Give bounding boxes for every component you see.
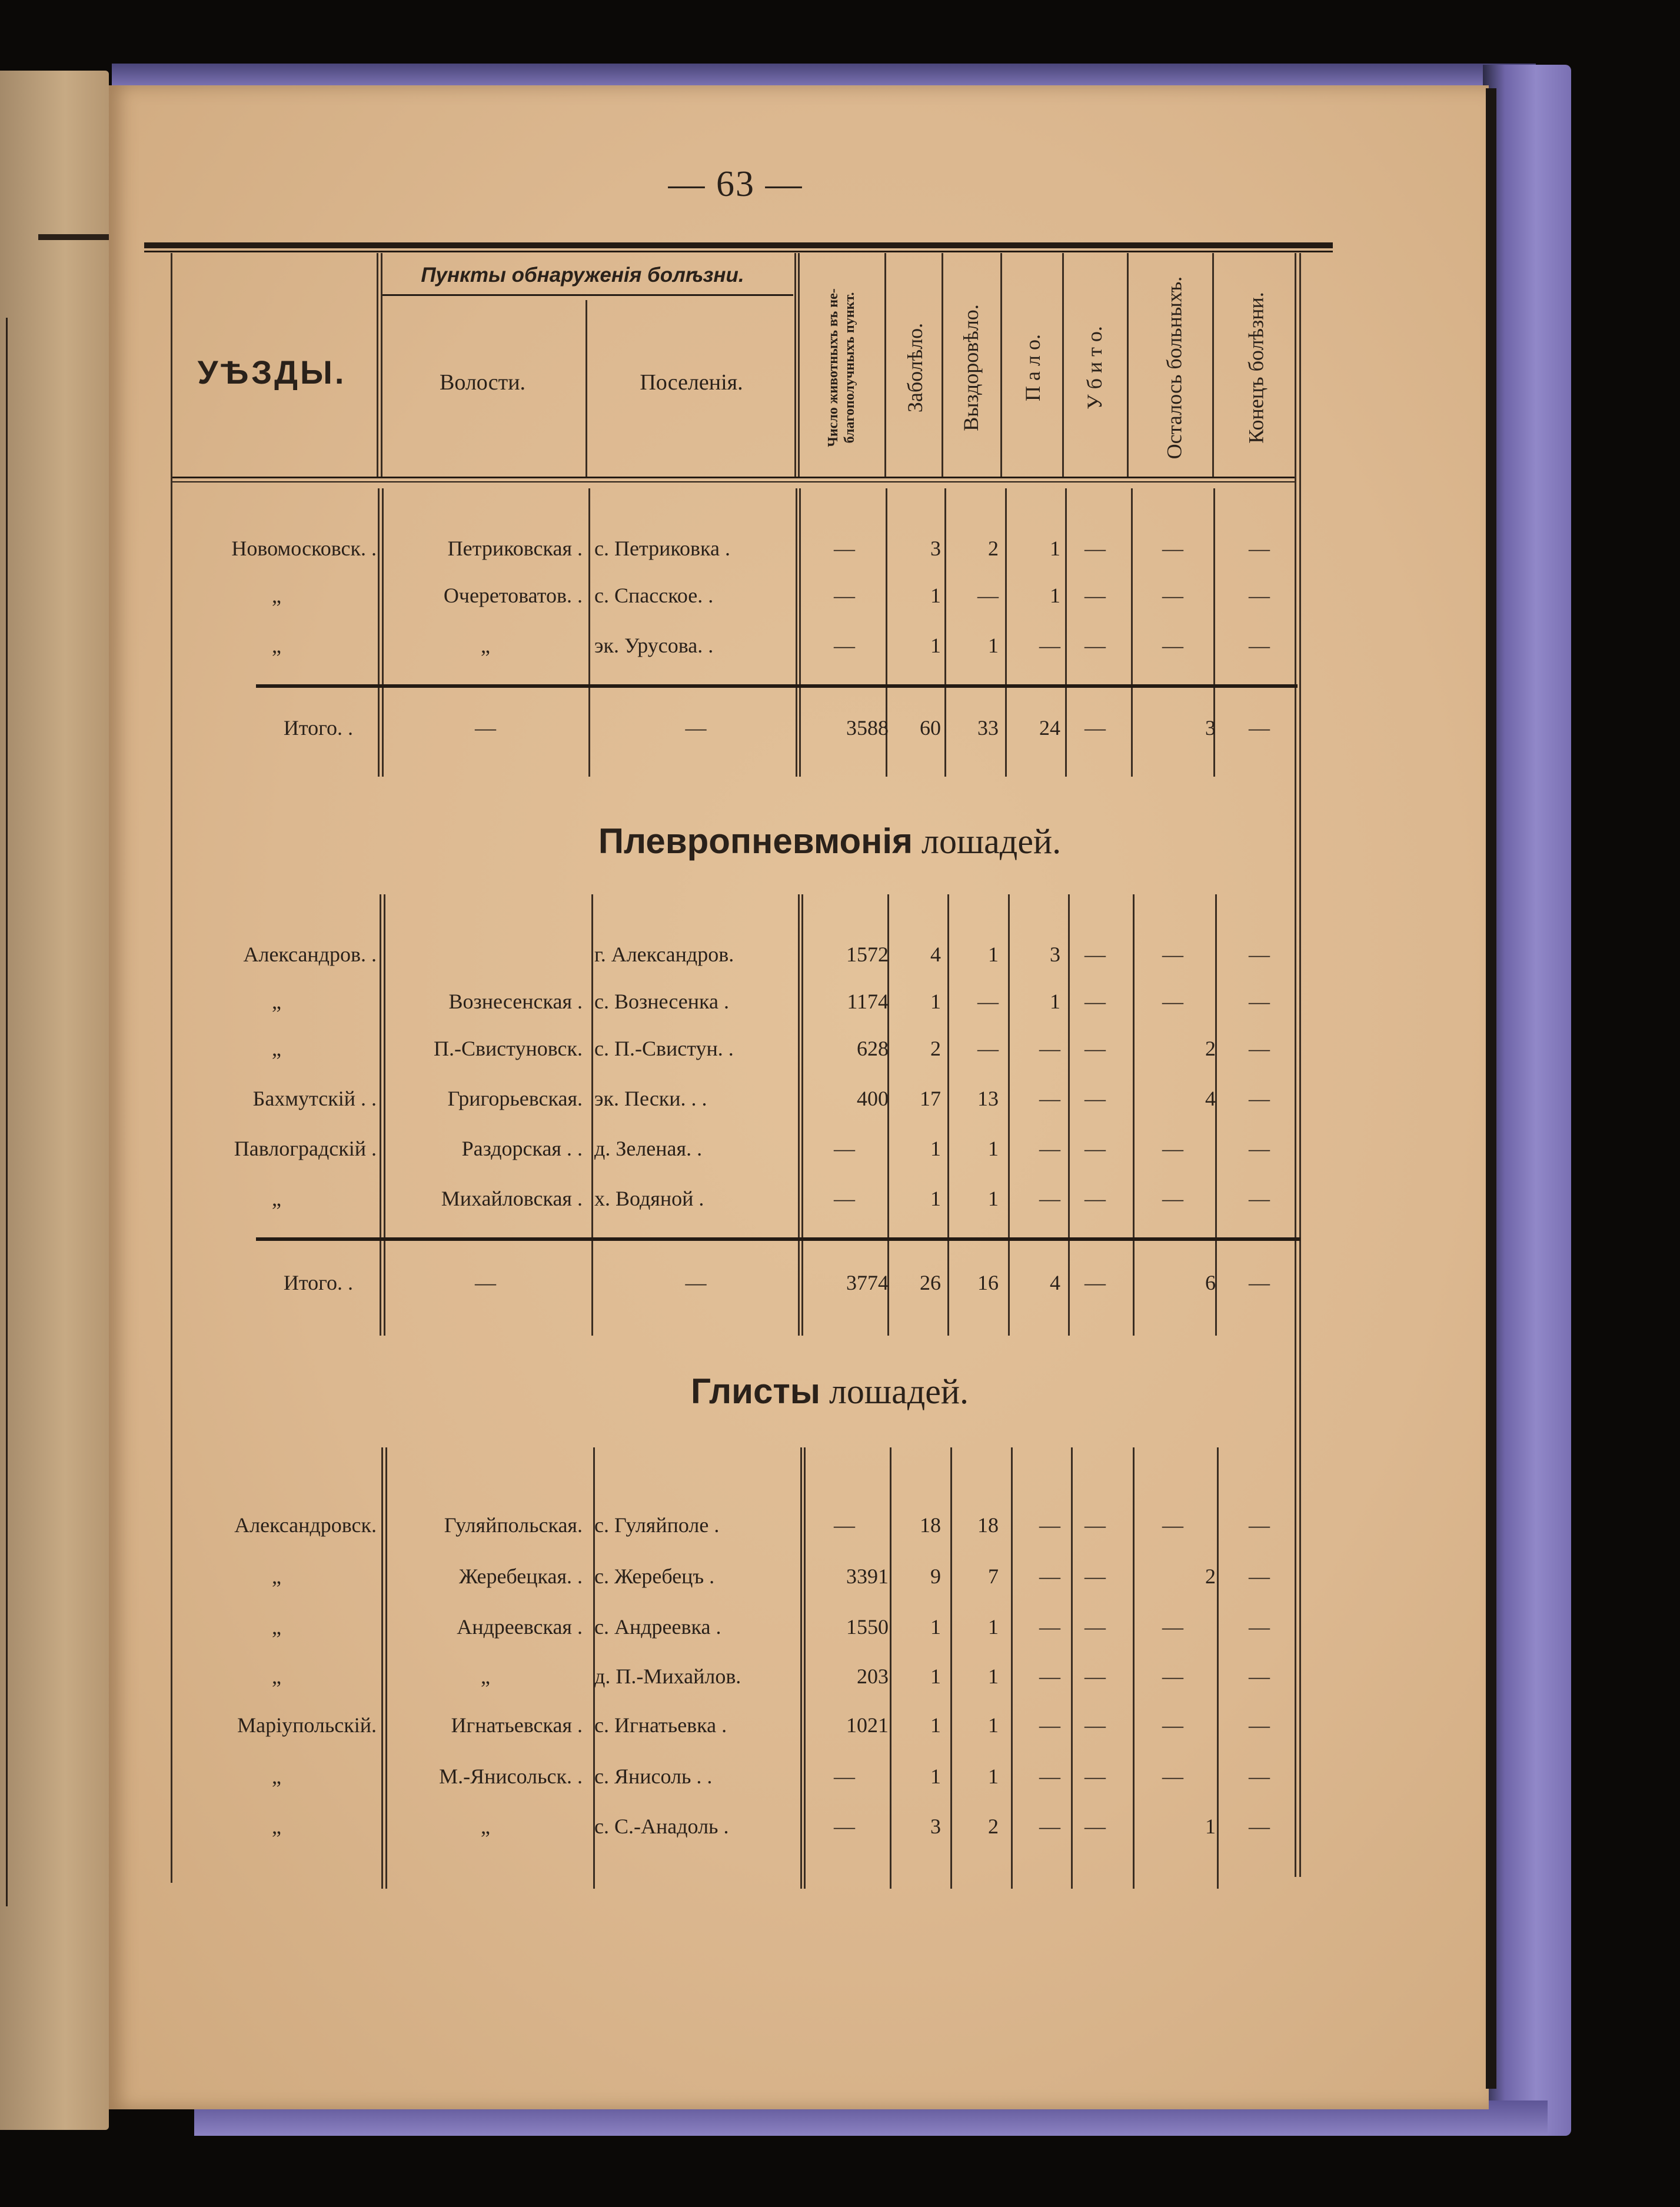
vrule-vol-h [585,300,587,477]
cell-vyzdorovelo: 1 [988,634,999,657]
cell-ostalos: 2 [1205,1037,1216,1060]
cell-palo: — [1039,1615,1060,1639]
cell-vyzdorovelo: — [977,584,999,607]
cell-ubito: — [1084,1765,1106,1788]
cell-zabolelo: 18 [920,1513,941,1537]
cell-number: — [834,1765,855,1788]
cell-poselenie: — [685,1271,707,1294]
vrule-left [171,253,172,1883]
cell-vyzdorovelo: 13 [977,1087,999,1110]
cell-zabolelo: 1 [930,1615,941,1639]
cell-uezd: Павлоградскій . [234,1137,377,1160]
cell-palo: — [1039,1665,1060,1688]
cell-palo: 1 [1050,537,1060,560]
cell-ubito: — [1084,1564,1106,1588]
cell-number: — [834,1513,855,1537]
cell-ostalos: 4 [1205,1087,1216,1110]
cell-zabolelo: 17 [920,1087,941,1110]
cell-vyzdorovelo: 1 [988,1615,999,1639]
cell-poselenie: х. Водяной . [594,1187,704,1210]
cell-konets: — [1249,1615,1270,1639]
vrule-s2 [384,894,385,1336]
cell-poselenie: с. Жеребецъ . [594,1564,715,1588]
cell-zabolelo: 26 [920,1271,941,1294]
vrule-s1 [588,488,590,777]
cell-number: 3774 [846,1271,889,1294]
cell-uezd: „ [272,1564,281,1588]
cell-uezd: Маріупольскій. [237,1713,377,1737]
vrule-n-h [884,253,886,477]
cell-volost: Вознесенская . [448,990,583,1013]
cell-zabolelo: 1 [930,1137,941,1160]
cell-volost: Михайловская . [441,1187,583,1210]
cell-number: — [834,584,855,607]
cell-poselenie: с. П.-Свистун. . [594,1037,734,1060]
cell-zabolelo: 60 [920,716,941,740]
cell-volost: — [475,716,496,740]
cell-ubito: — [1084,1615,1106,1639]
cell-konets: — [1249,1815,1270,1838]
cell-palo: 1 [1050,584,1060,607]
cell-konets: — [1249,1187,1270,1210]
vrule-uezd-h2 [381,253,382,477]
cell-ubito: — [1084,584,1106,607]
cell-konets: — [1249,1271,1270,1294]
cell-volost: П.-Свистуновск. [433,1037,583,1060]
cell-zabolelo: 3 [930,1815,941,1838]
cell-volost: Жеребецкая. . [459,1564,583,1588]
cell-ostalos: — [1162,1187,1183,1210]
cell-palo: — [1039,1137,1060,1160]
header-ubito: У б и т о. [1083,326,1106,410]
cell-poselenie: с. Янисоль . . [594,1765,713,1788]
vrule-ubi-h [1127,253,1129,477]
cell-konets: — [1249,716,1270,740]
cell-palo: — [1039,1815,1060,1838]
header-bottom-rule [171,477,1295,478]
vrule-pos-h [794,253,796,477]
section3-title-rest: лошадей. [820,1372,969,1411]
cell-poselenie: с. Игнатьевка . [594,1713,727,1737]
cell-poselenie: с. Спасское. . [594,584,714,607]
cell-ubito: — [1084,1271,1106,1294]
cell-volost: Петриковская . [447,537,583,560]
cell-volost: „ [481,1815,490,1838]
cell-poselenie: с. Гуляйполе . [594,1513,720,1537]
cell-konets: — [1249,1037,1270,1060]
cell-poselenie: д. П.-Михайлов. [594,1665,741,1688]
cell-ostalos: — [1162,1137,1183,1160]
cell-vyzdorovelo: 1 [988,1765,999,1788]
section3-title [153,1371,1506,1412]
vrule-uezd-h [377,253,378,477]
cell-palo: — [1039,634,1060,657]
vrule-s2 [380,894,381,1336]
page-number: — 63 — [668,164,803,204]
cell-number: — [834,634,855,657]
header-palo: П а л о. [1021,334,1045,401]
cell-poselenie: с. Вознесенка . [594,990,729,1013]
cell-ubito: — [1084,1513,1106,1537]
cell-uezd: „ [272,990,281,1013]
vrule-vyz-h [1000,253,1002,477]
cell-vyzdorovelo: 16 [977,1271,999,1294]
cell-palo: — [1039,1037,1060,1060]
cell-number: 3391 [846,1564,889,1588]
cell-volost: Гуляйпольская. [444,1513,583,1537]
cell-ostalos: — [1162,1765,1183,1788]
cell-ubito: — [1084,1665,1106,1688]
cell-number: — [834,1137,855,1160]
cell-ubito: — [1084,716,1106,740]
cell-volost: Раздорская . . [461,1137,583,1160]
cell-ostalos: 3 [1205,716,1216,740]
section3-title-bold: Глисты [690,1372,820,1411]
header-punkty: Пункты обнаруженія болѣзни. [421,264,744,287]
cell-number: 400 [857,1087,889,1110]
cell-vyzdorovelo: 33 [977,716,999,740]
cell-konets: — [1249,943,1270,966]
section1-total-rule [256,684,1298,688]
cell-volost: — [475,1271,496,1294]
vrule-ost-h [1212,253,1214,477]
cell-ostalos: — [1162,1665,1183,1688]
cell-konets: — [1249,1513,1270,1537]
vrule-s3 [385,1447,387,1889]
header-zabolelo: Заболѣло. [903,322,927,413]
cell-uezd: „ [272,1187,281,1210]
cell-poselenie: эк. Пески. . . [594,1087,707,1110]
cell-poselenie: с. Андреевка . [594,1615,721,1639]
vrule-zab-h [942,253,943,477]
header-ostalos: Осталось больныхъ. [1162,276,1186,460]
cell-konets: — [1249,1087,1270,1110]
vrule-pal-h [1062,253,1064,477]
cell-volost: Андреевская . [457,1615,583,1639]
cell-palo: 3 [1050,943,1060,966]
vrule-s2 [591,894,593,1336]
cell-ubito: — [1084,943,1106,966]
section2-title [153,821,1506,862]
cell-vyzdorovelo: — [977,1037,999,1060]
cell-poselenie: д. Зеленая. . [594,1137,703,1160]
cell-uezd: „ [272,584,281,607]
cell-konets: — [1249,1564,1270,1588]
cell-uezd: „ [272,1765,281,1788]
cell-zabolelo: 9 [930,1564,941,1588]
cell-poselenie: с. С.-Анадоль . [594,1815,729,1838]
cell-ostalos: — [1162,537,1183,560]
cell-vyzdorovelo: 1 [988,1713,999,1737]
cell-uezd: „ [272,634,281,657]
cell-volost: Очеретоватов. . [443,584,583,607]
cell-number: 1174 [847,990,889,1013]
cell-vyzdorovelo: 1 [988,943,999,966]
cell-ubito: — [1084,1137,1106,1160]
cell-palo: — [1039,1765,1060,1788]
cell-uezd: „ [272,1615,281,1639]
cell-ubito: — [1084,990,1106,1013]
cell-konets: — [1249,584,1270,607]
cell-vyzdorovelo: 2 [988,1815,999,1838]
cell-total-label: Итого. . [283,1271,353,1294]
cell-ubito: — [1084,1815,1106,1838]
cell-konets: — [1249,1665,1270,1688]
cell-number: 3588 [846,716,889,740]
cell-ubito: — [1084,1187,1106,1210]
cell-vyzdorovelo: 7 [988,1564,999,1588]
cell-vyzdorovelo: — [977,990,999,1013]
cell-palo: — [1039,1187,1060,1210]
cell-uezd: „ [272,1665,281,1688]
cell-ubito: — [1084,537,1106,560]
cell-ostalos: — [1162,943,1183,966]
cell-uezd: Александров. . [243,943,377,966]
cell-konets: — [1249,537,1270,560]
cell-uezd: „ [272,1037,281,1060]
cell-vyzdorovelo: 1 [988,1137,999,1160]
vrule-s2 [798,894,800,1336]
cell-konets: — [1249,990,1270,1013]
cell-uezd: Бахмутскій . . [252,1087,377,1110]
cell-number: 1572 [846,943,889,966]
cell-vyzdorovelo: 18 [977,1513,999,1537]
header-volosti: Волости. [439,370,526,395]
cell-volost: „ [481,1665,490,1688]
cell-total-label: Итого. . [283,716,353,740]
cell-konets: — [1249,1713,1270,1737]
cell-ostalos: — [1162,990,1183,1013]
vrule-s1 [378,488,380,777]
cell-konets: — [1249,1137,1270,1160]
cell-ubito: — [1084,1087,1106,1110]
cell-volost: М.-Янисольск. . [439,1765,583,1788]
cell-ostalos: — [1162,1615,1183,1639]
header-bottom-rule-2 [171,481,1295,482]
vrule-s1 [382,488,384,777]
cell-ostalos: — [1162,584,1183,607]
cell-palo: — [1039,1513,1060,1537]
section2-total-rule [256,1237,1300,1241]
cell-palo: 1 [1050,990,1060,1013]
cell-ostalos: 2 [1205,1564,1216,1588]
cell-volost: „ [481,634,490,657]
cell-ubito: — [1084,634,1106,657]
cell-palo: — [1039,1564,1060,1588]
header-vyzdorovelo: Выздоровѣло. [959,304,983,431]
cell-ostalos: 6 [1205,1271,1216,1294]
cell-number: — [834,1815,855,1838]
cell-vyzdorovelo: 1 [988,1187,999,1210]
cell-vyzdorovelo: 2 [988,537,999,560]
cell-number: — [834,537,855,560]
cell-zabolelo: 1 [930,1713,941,1737]
cell-palo: 24 [1039,716,1060,740]
cell-uezd: „ [272,1815,281,1838]
cell-ubito: — [1084,1037,1106,1060]
cell-poselenie: — [685,716,707,740]
cell-number: 1550 [846,1615,889,1639]
cell-volost: Игнатьевская . [451,1713,583,1737]
header-punkty-rule [381,294,793,296]
cell-zabolelo: 1 [930,1187,941,1210]
cell-poselenie: эк. Урусова. . [594,634,714,657]
cell-ostalos: — [1162,634,1183,657]
cell-zabolelo: 4 [930,943,941,966]
header-chislo: Число животныхъ въ не- благополучныхъ пункт. [826,288,857,447]
cell-zabolelo: 2 [930,1037,941,1060]
top-rule-thin [144,251,1333,252]
cell-vyzdorovelo: 1 [988,1665,999,1688]
cell-konets: — [1249,1765,1270,1788]
top-rule [144,242,1333,248]
cell-zabolelo: 1 [930,634,941,657]
cell-palo: — [1039,1713,1060,1737]
vrule-pos-h2 [798,253,800,477]
cell-konets: — [1249,634,1270,657]
cell-zabolelo: 1 [930,584,941,607]
header-konets: Конецъ болѣзни. [1245,292,1269,444]
cell-number: 628 [857,1037,889,1060]
header-uezdy: УѢЗДЫ. [197,354,347,391]
cell-zabolelo: 1 [930,1665,941,1688]
cell-palo: — [1039,1087,1060,1110]
cell-uezd: Новомосковск. . [231,537,377,560]
vrule-s3 [381,1447,383,1889]
cell-zabolelo: 3 [930,537,941,560]
cell-palo: 4 [1050,1271,1060,1294]
cell-ubito: — [1084,1713,1106,1737]
cell-ostalos: 1 [1205,1815,1216,1838]
cell-number: — [834,1187,855,1210]
header-poseleniya: Поселенія. [640,370,743,395]
cell-ostalos: — [1162,1713,1183,1737]
section2-title-bold: Плевропневмонія [598,821,913,861]
cell-ostalos: — [1162,1513,1183,1537]
cell-number: 203 [857,1665,889,1688]
cell-poselenie: г. Александров. [594,943,734,966]
cell-number: 1021 [846,1713,889,1737]
section2-title-rest: лошадей. [913,822,1062,861]
cell-uezd: Александровск. [234,1513,377,1537]
cell-poselenie: с. Петриковка . [594,537,730,560]
cell-volost: Григорьевская. [447,1087,583,1110]
cell-zabolelo: 1 [930,1765,941,1788]
cell-zabolelo: 1 [930,990,941,1013]
